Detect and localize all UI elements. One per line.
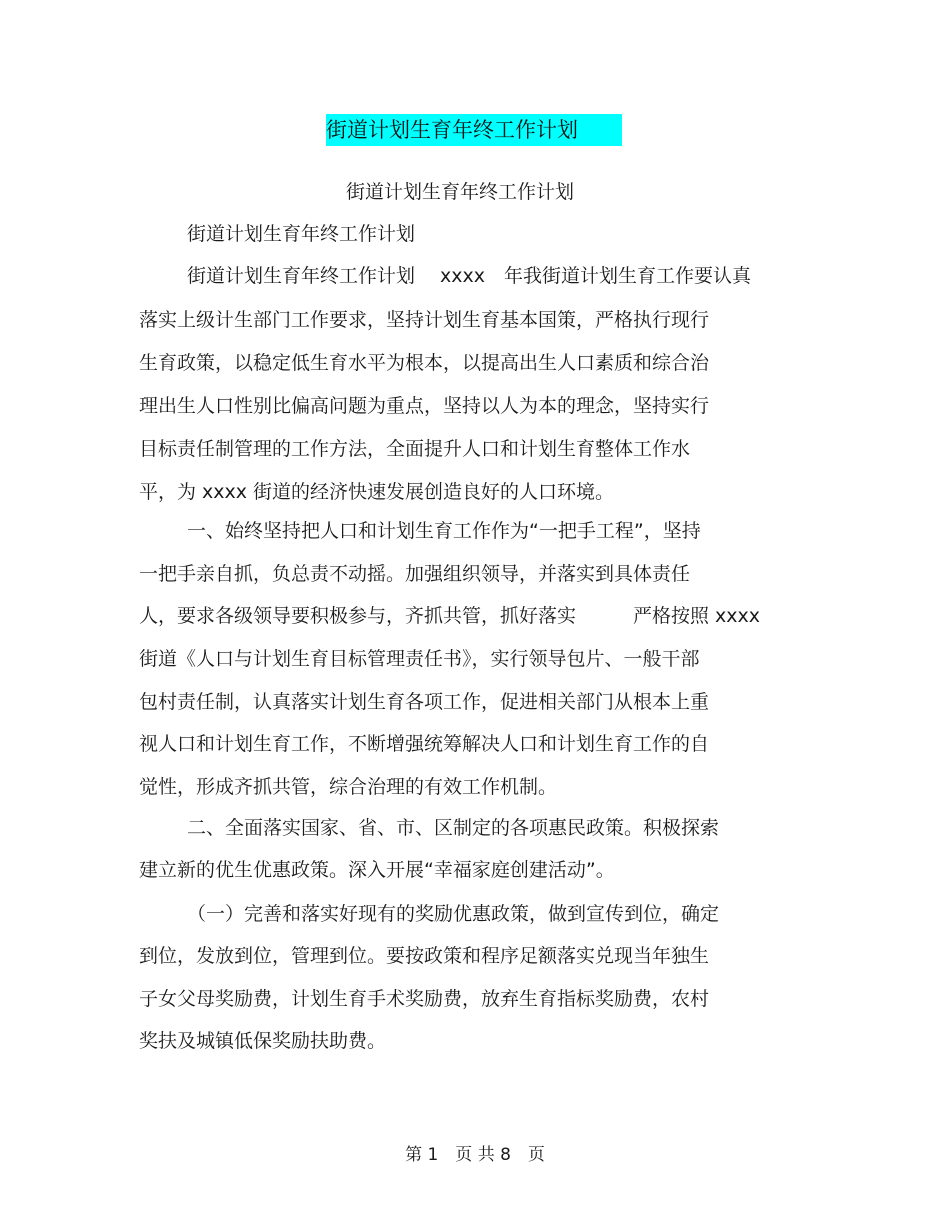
paragraph-line: 理出生人口性别比偏高问题为重点，坚持以人为本的理念，坚持实行 [139,395,710,417]
paragraph-line: 人，要求各级领导要积极参与，齐抓共管，抓好落实 严格按照 xxxx [139,605,761,627]
paragraph-line: 目标责任制管理的工作方法，全面提升人口和计划生育整体工作水 [139,438,691,460]
paragraph-line: 街道计划生育年终工作计划 [187,223,416,245]
paragraph-line: 子女父母奖励费，计划生育手术奖励费，放弃生育指标奖励费，农村 [139,988,710,1010]
paragraph-line: （一）完善和落实好现有的奖励优惠政策，做到宣传到位，确定 [187,903,720,925]
paragraph-line: 奖扶及城镇低保奖励扶助费。 [139,1030,387,1052]
paragraph-line: 包村责任制，认真落实计划生育各项工作，促进相关部门从根本上重 [139,691,710,713]
paragraph-line: 平，为 xxxx 街道的经济快速发展创造良好的人口环境。 [139,481,615,503]
paragraph-line: 二、全面落实国家、省、市、区制定的各项惠民政策。积极探索 [187,817,720,839]
paragraph-line: 街道《人口与计划生育目标管理责任书》，实行领导包片、一般干部 [139,648,700,670]
paragraph-line: 一、始终坚持把人口和计划生育工作作为“一把手工程”，坚持 [187,520,701,542]
paragraph-line: 建立新的优生优惠政策。深入开展“幸福家庭创建活动”。 [139,859,615,881]
paragraph-line: 街道计划生育年终工作计划 xxxx 年我街道计划生育工作要认真 [187,265,752,287]
paragraph-line: 视人口和计划生育工作，不断增强统筹解决人口和计划生育工作的自 [139,733,710,755]
paragraph-line: 到位，发放到位，管理到位。要按政策和程序足额落实兑现当年独生 [139,945,710,967]
document-subtitle: 街道计划生育年终工作计划 [346,181,575,203]
paragraph-line: 生育政策，以稳定低生育水平为根本，以提高出生人口素质和综合治 [139,352,710,374]
paragraph-line: 一把手亲自抓，负总责不动摇。加强组织领导，并落实到具体责任 [139,563,691,585]
paragraph-line: 落实上级计生部门工作要求，坚持计划生育基本国策，严格执行现行 [139,309,710,331]
paragraph-line: 觉性，形成齐抓共管，综合治理的有效工作机制。 [139,776,558,798]
page-number-footer: 第 1 页 共 8 页 [405,1145,545,1165]
document-title: 街道计划生育年终工作计划 [326,114,622,146]
